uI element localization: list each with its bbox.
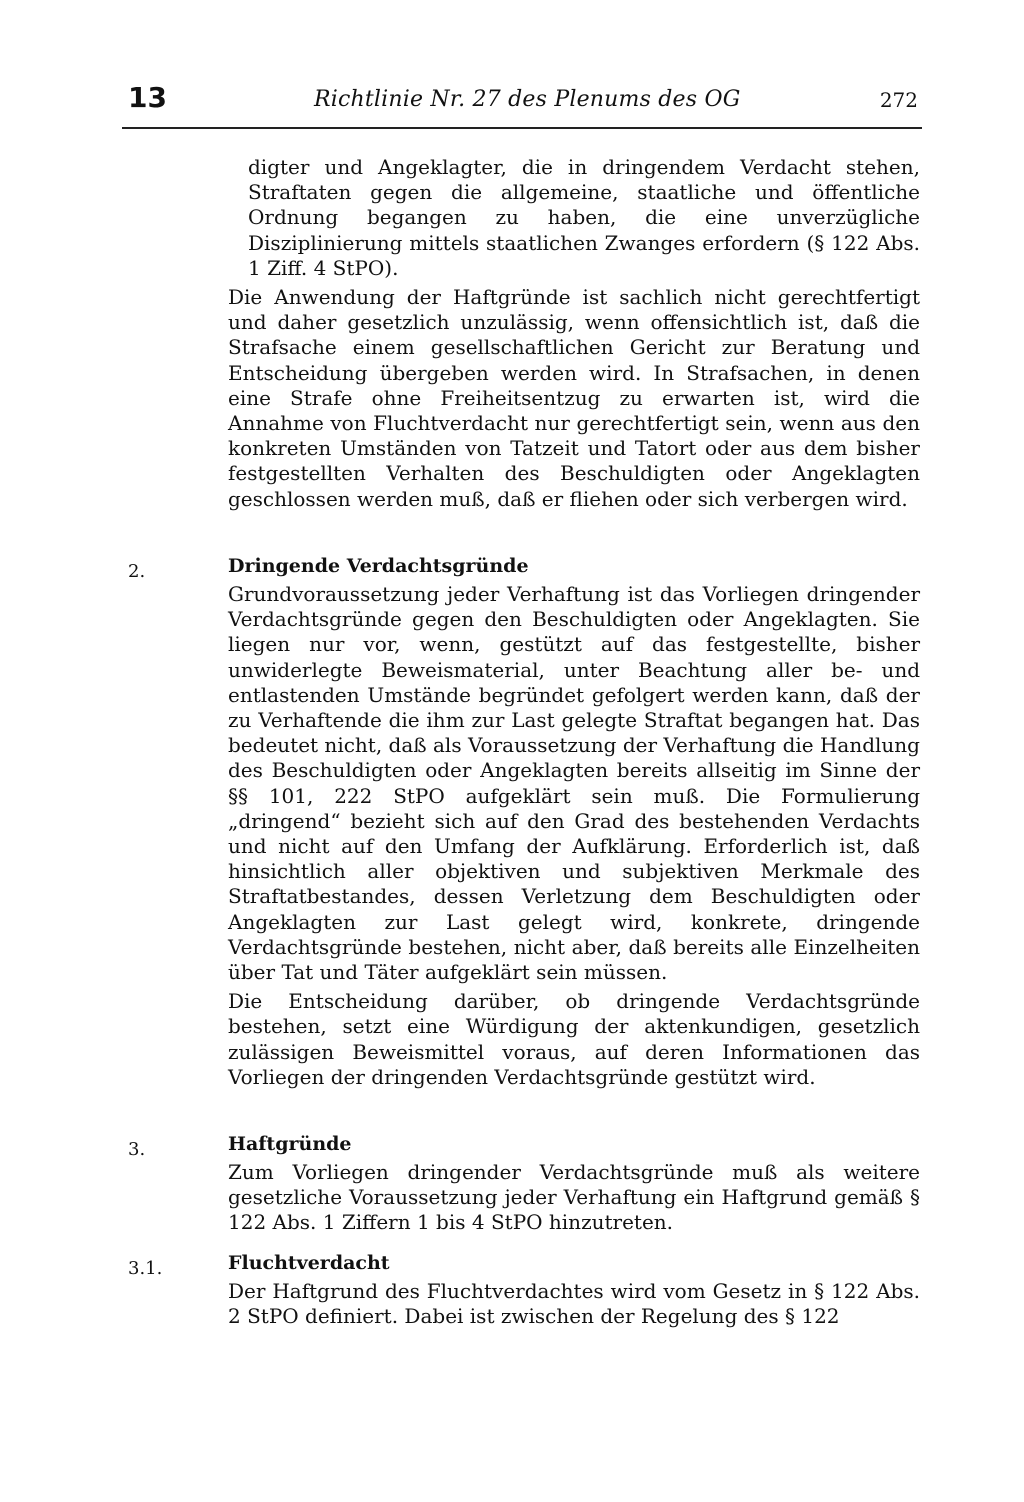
continuation-paragraph: digter und Angeklagter, die in dringendem Verdacht stehen, Straftaten gegen die allgemeine, staatliche und öffentliche Ordnung begangen zu haben, die eine unverzügliche Disziplinierung mittels staatlichen Zwanges erfordern (§ 122 Abs. 1 Ziff. 4 StPO). (248, 155, 920, 280)
section-number: 3. (128, 1139, 146, 1160)
section-number: 2. (128, 561, 146, 582)
section-fluchtverdacht (228, 1251, 920, 1329)
section-number: 3.1. (128, 1258, 163, 1279)
section-dringende-verdachtsgruende (228, 554, 920, 1090)
body-paragraph: Grundvoraussetzung jeder Verhaftung ist das Vorliegen dringender Verdachtsgründe gegen den Beschuldigten oder Angeklagten. Sie liegen nur vor, wenn, gestützt auf das festgestellte, bisher unwiderlegte Beweismaterial, unter Beachtung aller be- und entlastenden Umstände begründet gefolgert werden kann, daß der zu Verhaftende die ihm zur Last gelegte Straftat begangen hat. Das bedeutet nicht, daß als Voraussetzung der Verhaftung die Handlung des Beschuldigten oder Angeklagten bereits allseitig im Sinne der §§ 101, 222 StPO aufgeklärt sein muß. Die Formulierung „dringend“ bezieht sich auf den Grad des bestehenden Verdachts und nicht auf den Umfang der Aufklärung. Erforderlich ist, daß hinsichtlich aller objektiven und subjektiven Merkmale des Straftatbestandes, dessen Verletzung dem Beschuldigten oder Angeklagten zur Last gelegt wird, konkrete, dringende Verdachtsgründe bestehen, nicht aber, daß bereits alle Einzelheiten über Tat und Täter aufgeklärt sein müssen. (228, 582, 920, 985)
body-paragraph: Zum Vorliegen dringender Verdachtsgründe muß als weitere gesetzliche Voraussetzung jeder Verhaftung ein Haftgrund gemäß § 122 Abs. 1 Ziffern 1 bis 4 StPO hinzutreten. (228, 1160, 920, 1235)
running-title: Richtlinie Nr. 27 des Plenums des OG (314, 87, 741, 112)
chapter-number: 13 (128, 81, 167, 114)
body-paragraph: Die Anwendung der Haftgründe ist sachlich nicht gerechtfertigt und daher gesetzlich unzulässig, wenn offensichtlich ist, daß die Strafsache einem gesellschaftlichen Gericht zur Beratung und Entscheidung übergeben werden wird. In Strafsachen, in denen eine Strafe ohne Freiheitsentzug zu erwarten ist, wird die Annahme von Fluchtverdacht nur gerechtfertigt sein, wenn aus den konkreten Umständen von Tatzeit und Tatort oder aus dem bisher festgestellten Verhalten des Beschuldigten oder Angeklagten geschlossen werden muß, daß er fliehen oder sich verbergen wird. (228, 285, 920, 511)
section-haftgruende (228, 1132, 920, 1236)
section-heading: Haftgründe (228, 1133, 352, 1155)
page-header (122, 82, 922, 122)
section-heading: Fluchtverdacht (228, 1252, 390, 1274)
page-number: 272 (879, 88, 918, 112)
header-divider (122, 127, 922, 129)
intro-block (228, 155, 920, 512)
body-paragraph: Der Haftgrund des Fluchtverdachtes wird vom Gesetz in § 122 Abs. 2 StPO definiert. Dabei ist zwischen der Regelung des § 122 (228, 1279, 920, 1329)
section-heading: Dringende Verdachtsgründe (228, 555, 529, 577)
body-paragraph: Die Entscheidung darüber, ob dringende Verdachtsgründe bestehen, setzt eine Würdigung der aktenkundigen, gesetzlich zulässigen Beweismittel voraus, auf deren Informationen das Vorliegen der dringenden Verdachtsgründe gestützt wird. (228, 989, 920, 1089)
